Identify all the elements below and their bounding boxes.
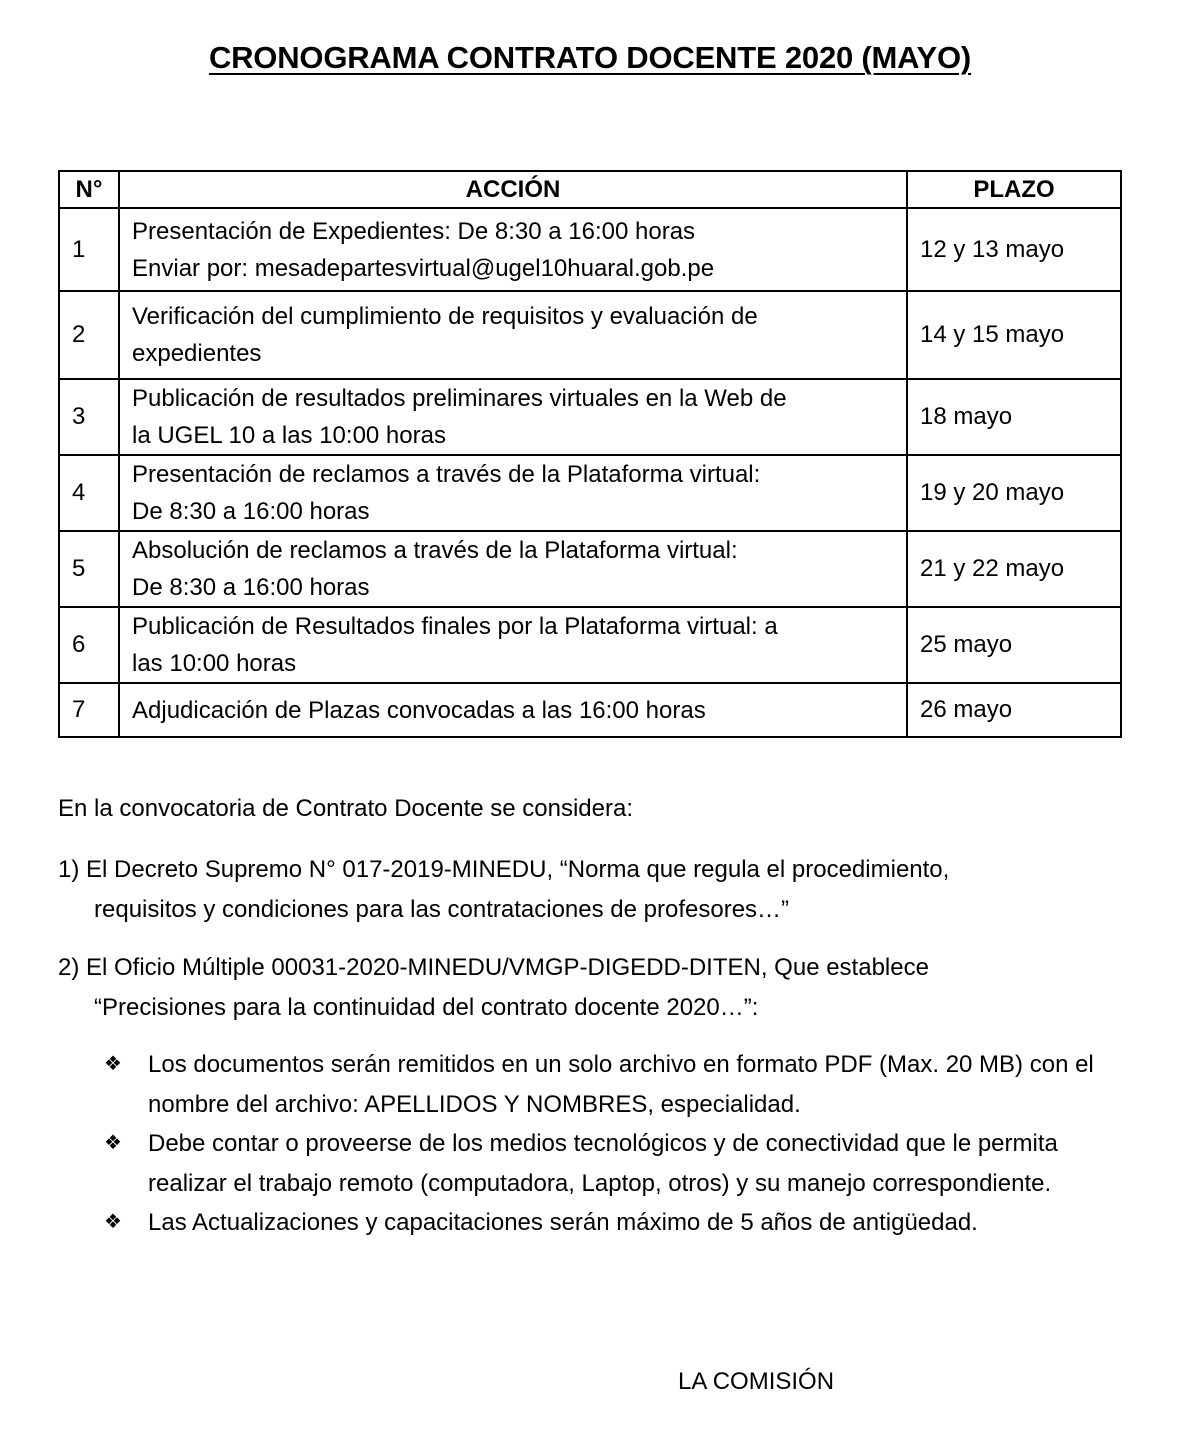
action-line: Verificación del cumplimiento de requisitos y evaluación de	[132, 303, 758, 330]
table-header-row	[59, 171, 1121, 208]
table-row	[59, 607, 1121, 683]
bullet-item	[104, 1203, 1104, 1243]
table-row	[59, 683, 1121, 737]
row-deadline: 19 y 20 mayo	[907, 455, 1121, 531]
bullet-list	[104, 1045, 1104, 1243]
row-deadline: 21 y 22 mayo	[907, 531, 1121, 607]
row-deadline: 26 mayo	[907, 683, 1121, 737]
intro-text: En la convocatoria de Contrato Docente se considera:	[58, 795, 634, 822]
row-action	[119, 607, 907, 683]
bullet-text: Debe contar o proveerse de los medios tecnológicos y de conectividad que le permita realizar el trabajo remoto (computadora, Laptop, otros) y su manejo correspondiente.	[148, 1130, 1058, 1197]
action-line: la UGEL 10 a las 10:00 horas	[132, 422, 446, 449]
action-line: Adjudicación de Plazas convocadas a las 16:00 horas	[132, 696, 706, 724]
row-number: 7	[59, 683, 119, 737]
action-line: las 10:00 horas	[132, 650, 297, 677]
row-number: 4	[59, 455, 119, 531]
row-deadline: 12 y 13 mayo	[907, 208, 1121, 291]
bullet-item	[104, 1045, 1104, 1124]
reference-line: 1) El Decreto Supremo N° 017-2019-MINEDU, “Norma que regula el procedimiento,	[58, 856, 950, 883]
action-line: Enviar por: mesadepartesvirtual@ugel10huaral.gob.pe	[132, 254, 715, 282]
row-number: 1	[59, 208, 119, 291]
action-line: De 8:30 a 16:00 horas	[132, 498, 370, 525]
action-line: Publicación de resultados preliminares virtuales en la Web de	[132, 385, 787, 412]
row-deadline: 14 y 15 mayo	[907, 291, 1121, 379]
table-row	[59, 455, 1121, 531]
row-action	[119, 291, 907, 379]
row-action	[119, 208, 907, 291]
action-line: Presentación de reclamos a través de la Plataforma virtual:	[132, 461, 761, 488]
row-number: 2	[59, 291, 119, 379]
action-line: expedientes	[132, 340, 262, 367]
header-number: N°	[59, 171, 119, 208]
diamond-bullet-icon: ❖	[104, 1132, 122, 1154]
diamond-bullet-icon: ❖	[104, 1211, 122, 1233]
reference-item	[58, 948, 1128, 1028]
action-line: Absolución de reclamos a través de la Plataforma virtual:	[132, 537, 738, 564]
bullet-item	[104, 1124, 1104, 1203]
row-number: 3	[59, 379, 119, 455]
bullet-text: Las Actualizaciones y capacitaciones serán máximo de 5 años de antigüedad.	[148, 1209, 978, 1236]
reference-item	[58, 850, 1128, 930]
row-action	[119, 531, 907, 607]
row-deadline: 18 mayo	[907, 379, 1121, 455]
reference-line: “Precisiones para la continuidad del contrato docente 2020…”:	[94, 994, 759, 1021]
diamond-bullet-icon: ❖	[104, 1053, 122, 1075]
row-number: 5	[59, 531, 119, 607]
reference-line: 2) El Oficio Múltiple 00031-2020-MINEDU/VMGP-DIGEDD-DITEN, Que establece	[58, 954, 929, 981]
table-row	[59, 208, 1121, 291]
table-row	[59, 291, 1121, 379]
bullet-text: Los documentos serán remitidos en un solo archivo en formato PDF (Max. 20 MB) con el nombre del archivo: APELLIDOS Y NOMBRES, especialidad.	[148, 1051, 1094, 1118]
table-row	[59, 531, 1121, 607]
action-line: De 8:30 a 16:00 horas	[132, 574, 370, 601]
header-deadline: PLAZO	[907, 171, 1121, 208]
row-action	[119, 455, 907, 531]
row-action	[119, 683, 907, 737]
action-line: Publicación de Resultados finales por la Plataforma virtual: a	[132, 613, 778, 640]
page-title: CRONOGRAMA CONTRATO DOCENTE 2020 (MAYO)	[208, 40, 972, 75]
signature: LA COMISIÓN	[678, 1368, 835, 1395]
row-action	[119, 379, 907, 455]
schedule-table	[58, 170, 1122, 738]
table-row	[59, 379, 1121, 455]
action-line: Presentación de Expedientes: De 8:30 a 16:00 horas	[132, 217, 696, 245]
reference-line: requisitos y condiciones para las contrataciones de profesores…”	[94, 896, 790, 923]
row-number: 6	[59, 607, 119, 683]
row-deadline: 25 mayo	[907, 607, 1121, 683]
header-action: ACCIÓN	[119, 171, 907, 208]
